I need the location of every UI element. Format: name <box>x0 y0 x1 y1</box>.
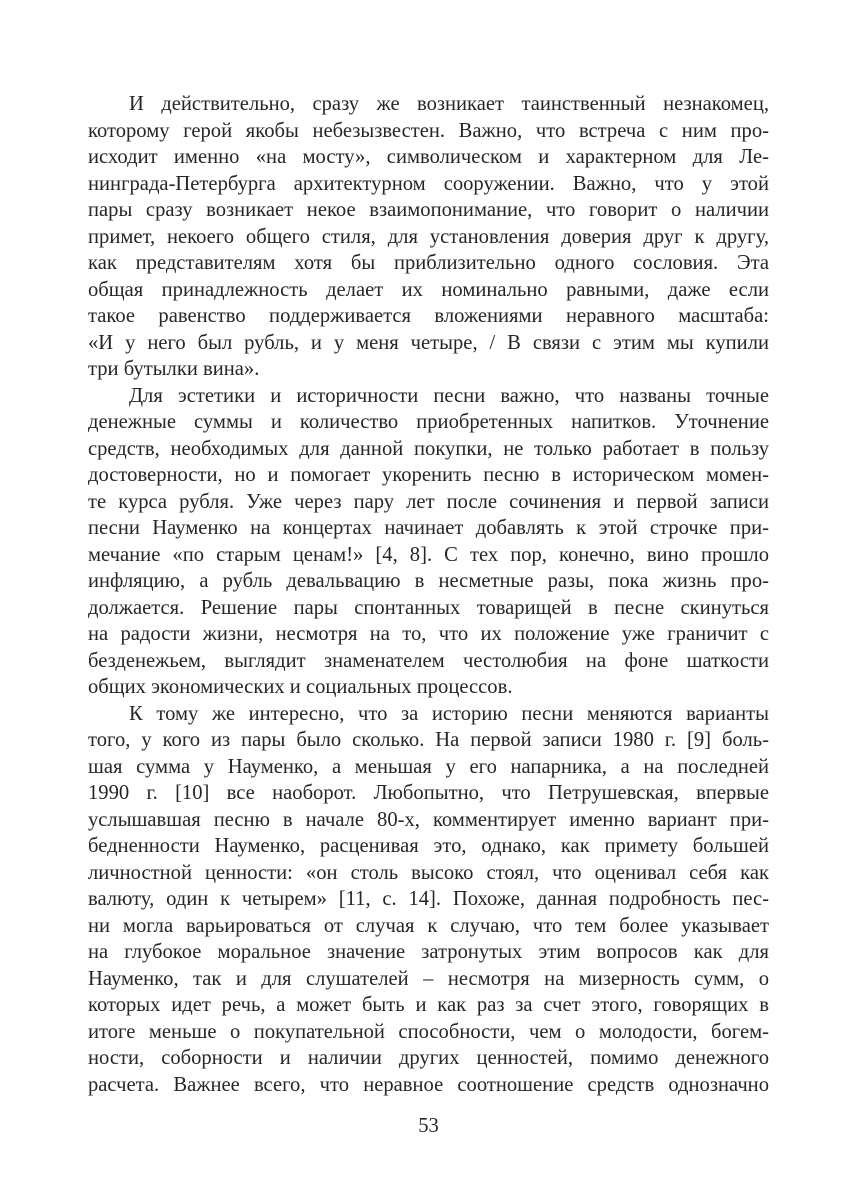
text-line: на глубокое моральное значение затронутых этим вопросов как для <box>88 941 769 963</box>
text-line: итоге меньше о покупательной способности, чем о молодости, богем- <box>88 1020 769 1043</box>
text-line: которому герой якобы небезызвестен. Важно, что встреча с ним про- <box>88 119 769 142</box>
text-line: которых идет речь, а может быть и как раз за счет этого, говорящих в <box>88 994 769 1016</box>
text-line: шая сумма у Науменко, а меньшая у его напарника, а на последней <box>88 755 769 778</box>
text-line: достоверности, но и помогает укоренить песню в историческом момен- <box>88 464 769 486</box>
text-line: валюту, один к четырем» [11, с. 14]. Похоже, данная подробность пес- <box>88 888 769 910</box>
text-line: расчета. Важнее всего, что неравное соотношение средств однозначно <box>88 1073 769 1096</box>
text-line: мечание «по старым ценам!» [4, 8]. С тех пор, конечно, вино прошло <box>88 543 769 566</box>
text-line: того, у кого из пары было сколько. На первой записи 1980 г. [9] боль- <box>88 729 769 751</box>
body-text <box>88 91 769 1098</box>
text-line: примет, некоего общего стиля, для установления доверия друг к другу, <box>88 225 769 248</box>
text-line: инфляцию, а рубль девальвацию в несметные разы, пока жизнь про- <box>88 570 769 592</box>
text-line: безденежьем, выглядит знаменателем честолюбия на фоне шаткости <box>88 649 769 672</box>
text-line: бедненности Науменко, расценивая это, однако, как примету большей <box>88 835 769 857</box>
text-line: общих экономических и социальных процессов. <box>88 676 513 698</box>
text-line: пары сразу возникает некое взаимопонимание, что говорит о наличии <box>88 199 769 221</box>
text-line: ности, соборности и наличии других ценностей, помимо денежного <box>88 1047 769 1069</box>
text-line: 1990 г. [10] все наоборот. Любопытно, что Петрушевская, впервые <box>88 782 769 804</box>
text-line: К тому же интересно, что за историю песни меняются варианты <box>129 702 769 725</box>
text-line: денежные суммы и количество приобретенных напитков. Уточнение <box>88 411 769 433</box>
text-line: песни Науменко на концертах начинает добавлять к этой строчке при- <box>88 517 769 539</box>
text-line: услышавшая песню в начале 80-х, комментирует именно вариант при- <box>88 808 769 831</box>
text-line: И действительно, сразу же возникает таинственный незнакомец, <box>129 93 769 115</box>
text-line: на радости жизни, несмотря на то, что их положение уже граничит с <box>88 623 769 645</box>
text-line: те курса рубля. Уже через пару лет после сочинения и первой записи <box>88 490 769 513</box>
text-line: ни могла варьироваться от случая к случаю, что тем более указывает <box>88 914 769 937</box>
text-line: должается. Решение пары спонтанных товарищей в песне скинуться <box>88 596 769 619</box>
text-line: нинграда-Петербурга архитектурном сооружении. Важно, что у этой <box>88 172 769 195</box>
text-line: личностной ценности: «он столь высоко стоял, что оценивал себя как <box>88 861 769 884</box>
text-line: общая принадлежность делает их номинально равными, даже если <box>88 278 769 301</box>
text-line: Науменко, так и для слушателей – несмотря на мизерность сумм, о <box>88 967 769 990</box>
text-line: три бутылки вина». <box>88 358 260 380</box>
text-line: «И у него был рубль, и у меня четыре, / В связи с этим мы купили <box>88 331 769 354</box>
text-line: средств, необходимых для данной покупки, не только работает в пользу <box>88 437 769 460</box>
text-line: такое равенство поддерживается вложениями неравного масштаба: <box>88 305 769 327</box>
text-line: Для эстетики и историчности песни важно, что названы точные <box>129 384 769 407</box>
text-line: исходит именно «на мосту», символическом и характерном для Ле- <box>88 146 769 168</box>
text-line: как представителям хотя бы приблизительно одного сословия. Эта <box>88 252 769 274</box>
page-number: 53 <box>418 1115 439 1137</box>
